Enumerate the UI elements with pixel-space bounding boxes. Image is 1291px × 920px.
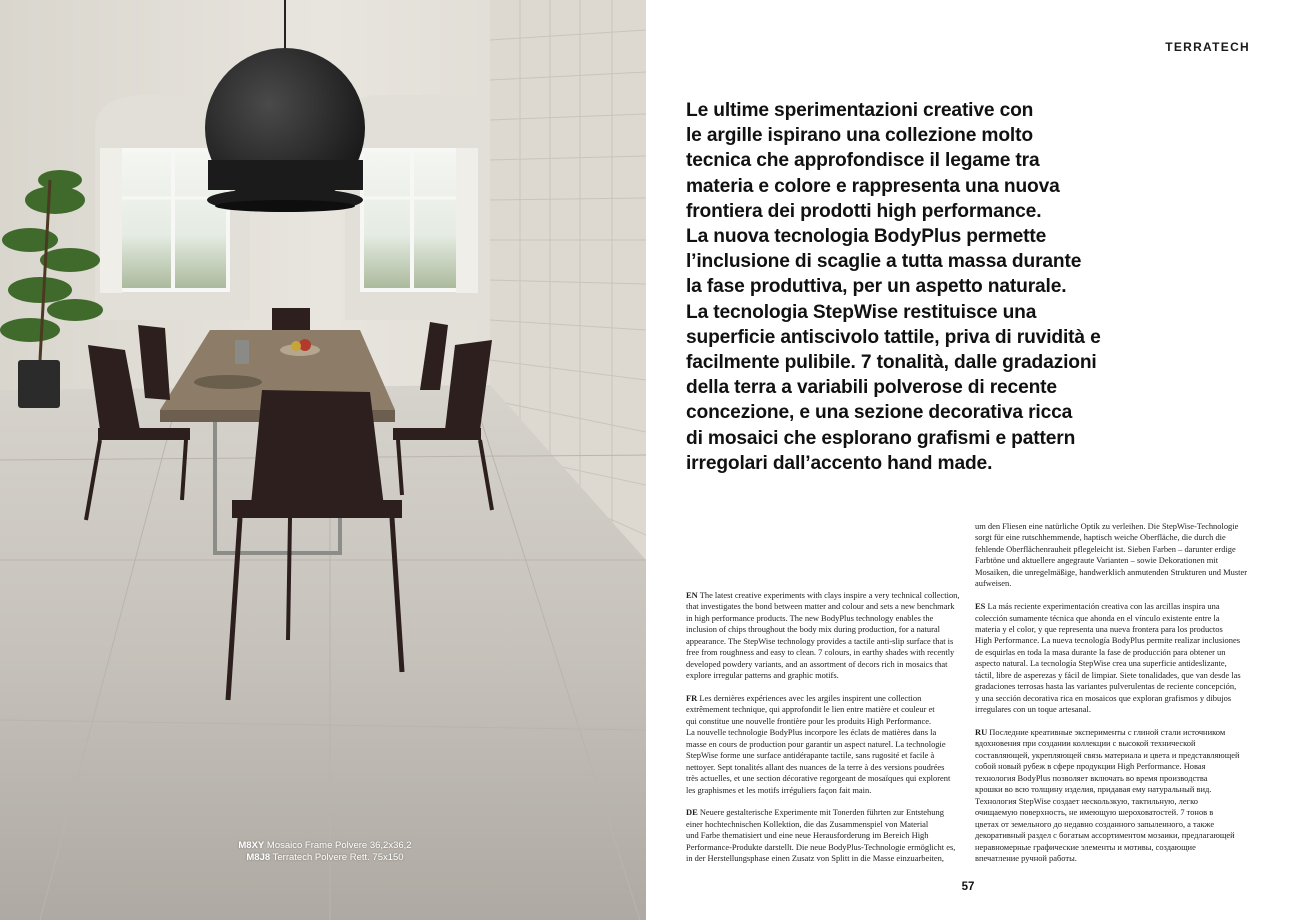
line-text: that investigates the bond between matter and colour and sets a new benchmark	[686, 601, 955, 612]
text-line	[686, 807, 966, 818]
lead-line: La nuova tecnologia BodyPlus permette	[686, 226, 1047, 248]
text-line	[686, 785, 966, 796]
lead-line: facilmente pulibile. 7 tonalità, dalle gradazioni	[686, 352, 1097, 374]
line-text: крошки во всю толщину изделия, придавая ему натуральный вид.	[975, 784, 1212, 795]
text-line	[686, 739, 966, 750]
line-text: Технология StepWise создает нескользкую, тактильную, легко	[975, 795, 1198, 806]
text-line	[686, 853, 966, 864]
text-line	[686, 624, 966, 635]
language-code: RU	[975, 727, 988, 738]
line-text: appearance. The StepWise technology provides a tactile anti-slip surface that is	[686, 635, 954, 646]
line-text: irregulares con un toque artesanal.	[975, 704, 1091, 715]
line-text: Les dernières expériences avec les argiles inspirent une collection	[697, 693, 922, 704]
line-text: собой новый рубеж в сфере продукции High Performance. Новая	[975, 761, 1206, 772]
lead-line: concezione, e una sezione decorativa ricca	[686, 402, 1073, 424]
photo-caption	[180, 840, 470, 864]
text-line	[975, 658, 1255, 669]
text-line	[686, 819, 966, 830]
text-line	[975, 532, 1255, 543]
line-text: táctil, libre de asperezas y fácil de limpiar. Siete tonalidades, que van desde las	[975, 669, 1241, 680]
lead-line: superficie antiscivolo tattile, priva di ruvidità e	[686, 326, 1101, 348]
line-text: составляющей, укрепляющей связь материала и цвета и представляющей	[975, 749, 1240, 760]
line-text: La más reciente experimentación creativa con las arcillas inspira una	[985, 601, 1220, 612]
lead-line: frontiera dei prodotti high performance.	[686, 200, 1042, 222]
text-line	[975, 601, 1255, 612]
lead-line: l’inclusione di scaglie a tutta massa durante	[686, 251, 1082, 273]
text-line	[686, 750, 966, 761]
line-text: впечатление ручной работы.	[975, 853, 1077, 864]
text-line	[975, 738, 1255, 749]
lead-line: La tecnologia StepWise restituisce una	[686, 301, 1037, 323]
text-line	[686, 693, 966, 704]
line-text: технология BodyPlus позволяет включать во время производства	[975, 772, 1208, 783]
text-line	[975, 704, 1255, 715]
line-text: декоративный раздел с богатым ассортиментом мозаики, предлагающей	[975, 830, 1235, 841]
line-text: extrêmement technique, qui approfondit le lien entre matière et couleur et	[686, 704, 935, 715]
text-line	[975, 670, 1255, 681]
text-line	[975, 521, 1255, 532]
text-line	[975, 647, 1255, 658]
line-text: explore irregular patterns and graphic motifs.	[686, 670, 839, 681]
text-line	[975, 784, 1255, 795]
text-line	[686, 647, 966, 658]
text-line	[686, 773, 966, 784]
text-line	[686, 601, 966, 612]
lead-line: irregolari dall’accento hand made.	[686, 452, 993, 474]
text-line	[686, 636, 966, 647]
line-text: неравномерные графические элементы и мотивы, создающие	[975, 841, 1196, 852]
line-text: in der Herstellungsphase einen Zusatz von Splitt in die Masse einzuarbeiten,	[686, 853, 944, 864]
text-line	[975, 796, 1255, 807]
paragraph-en	[686, 590, 966, 682]
line-text: einer hochtechnischen Kollektion, die das Zusammenspiel von Material	[686, 818, 929, 829]
text-line	[975, 842, 1255, 853]
line-text: qui constitue une nouvelle frontière pour les produits High Performance.	[686, 715, 932, 726]
text-line	[975, 750, 1255, 761]
line-text: in high performance products. The new BodyPlus technology enables the	[686, 612, 934, 623]
line-text: La nouvelle technologie BodyPlus incorpore les éclats de matières dans la	[686, 727, 937, 738]
text-line	[686, 613, 966, 624]
lead-line: della terra a variabili polverose di recente	[686, 377, 1057, 399]
text-line	[686, 716, 966, 727]
line-text: nettoyer. Sept tonalités allant des nuances de la terre à des versions poudrées	[686, 761, 945, 772]
lead-line: Le ultime sperimentazioni creative con	[686, 100, 1034, 121]
line-text: цветах от земельного до недавно созданного запыленного, а также	[975, 818, 1215, 829]
text-line	[975, 544, 1255, 555]
lead-line: la fase produttiva, per un aspetto naturale.	[686, 276, 1067, 298]
line-text: y una sección decorativa rica en mosaicos que exploran grafismos y dibujos	[975, 692, 1232, 703]
line-text: inclusion of chips throughout the body mix during production, for a natural	[686, 624, 941, 635]
text-line	[975, 635, 1255, 646]
line-text: Mosaiken, die unregelmäßige, handwerklich anmutenden Strukturen und Muster	[975, 566, 1248, 577]
lead-line: materia e colore e rappresenta una nuova	[686, 175, 1060, 197]
line-text: вдохновения при создании коллекции с высокой технической	[975, 738, 1196, 749]
line-text: The latest creative experiments with clays inspire a very technical collection,	[697, 590, 960, 600]
text-line	[686, 830, 966, 841]
line-text: developed powdery variants, and an assortment of decors rich in mosaics that	[686, 658, 948, 669]
text-line	[975, 555, 1255, 566]
text-line	[686, 842, 966, 853]
text-line	[975, 830, 1255, 841]
line-text: und Farbe thematisiert und eine neue Herausforderung im Bereich High	[686, 830, 929, 841]
text-line	[686, 704, 966, 715]
paragraph-ru	[975, 727, 1255, 864]
column-right	[975, 521, 1255, 876]
language-code: DE	[686, 807, 698, 818]
text-line	[975, 807, 1255, 818]
line-text: sorgt für eine rutschhemmende, haptisch weiche Oberfläche, die durch die	[975, 532, 1226, 543]
line-text: très actuelles, et une section décorative regorgeant de mosaïques qui explorent	[686, 773, 951, 784]
line-text: StepWise forme une surface antidérapante tactile, sans rugosité et facile à	[686, 750, 935, 761]
text-line	[975, 578, 1255, 589]
paragraph-de	[686, 807, 966, 864]
line-text: colección sumamente técnica que ahonda en el vínculo existente entre la	[975, 612, 1220, 623]
language-code: FR	[686, 693, 698, 704]
brand-header: TERRATECH	[1165, 40, 1250, 54]
line-text: High Performance. La nueva tecnología BodyPlus permite realizar inclusiones	[975, 635, 1240, 646]
line-text: aufweisen.	[975, 578, 1012, 589]
lead-line: di mosaici che esplorano grafismi e pattern	[686, 427, 1076, 449]
text-line	[975, 681, 1255, 692]
language-code: ES	[975, 601, 986, 612]
text-line	[975, 567, 1255, 578]
paragraph-fr	[686, 693, 966, 796]
text-line	[686, 727, 966, 738]
text-line	[975, 773, 1255, 784]
line-text: de esquirlas en toda la masa durante la fase de producción para obtener un	[975, 646, 1226, 657]
text-line	[975, 613, 1255, 624]
line-text: Farbtöne und aktuellere angegraute Varianten – sowie Dekorationen mit	[975, 555, 1219, 566]
language-code: EN	[686, 590, 698, 600]
text-line	[975, 853, 1255, 864]
text-line	[975, 761, 1255, 772]
line-text: Performance-Produkte darstellt. Die neue BodyPlus-Technologie ermöglicht es,	[686, 841, 956, 852]
paragraph-continued	[975, 521, 1255, 590]
line-text: les graphismes et les motifs irréguliers façon fait main.	[686, 784, 872, 795]
text-line	[686, 659, 966, 670]
text-line	[686, 590, 966, 601]
paragraph-es	[975, 601, 1255, 716]
text-line	[975, 624, 1255, 635]
text-line	[975, 727, 1255, 738]
line-text: masse en cours de production pour garantir un aspect naturel. La technologie	[686, 738, 946, 749]
line-text: gradaciones terrosas hasta las variantes pulverulentas de reciente concepción,	[975, 681, 1237, 692]
lead-line: tecnica che approfondisce il legame tra	[686, 150, 1040, 172]
text-line	[686, 670, 966, 681]
line-text: fehlende Oberflächenrauheit pflegeleicht ist. Sieben Farben – darunter erdige	[975, 543, 1236, 554]
line-text: Последние креативные эксперименты с глиной стали источником	[987, 727, 1226, 738]
line-text: free from roughness and easy to clean. 7 colours, in earthy shades with recently	[686, 647, 955, 658]
text-line	[975, 819, 1255, 830]
line-text: um den Fliesen eine natürliche Optik zu verleihen. Die StepWise-Technologie	[975, 521, 1239, 531]
lead-paragraph	[686, 98, 1166, 476]
caption-line-1: M8XY Mosaico Frame Polvere 36,2x36,2	[238, 840, 412, 851]
lead-line: le argille ispirano una collezione molto	[686, 125, 1033, 147]
line-text: materia y el color, y que representa una nueva frontera para los productos	[975, 624, 1223, 635]
text-line	[975, 693, 1255, 704]
text-line	[686, 762, 966, 773]
column-left	[686, 590, 966, 876]
caption-line-2: M8J8 Terratech Polvere Rett. 75x150	[246, 852, 404, 863]
line-text: aspecto natural. La tecnología StepWise crea una superficie antideslizante,	[975, 658, 1227, 669]
page-number: 57	[961, 881, 975, 893]
line-text: Neuere gestalterische Experimente mit Tonerden führten zur Entstehung	[697, 807, 944, 818]
line-text: очищаемую поверхность, не имеющую шероховатостей. 7 тонов в	[975, 807, 1214, 818]
